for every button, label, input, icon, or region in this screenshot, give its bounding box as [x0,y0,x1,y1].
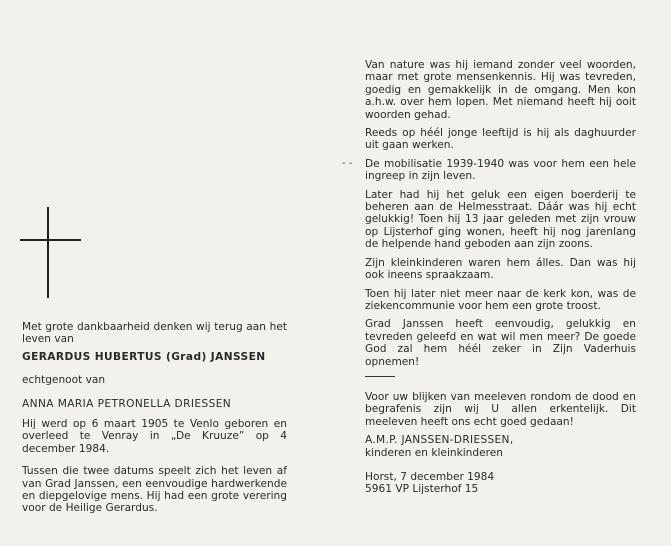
place-date: Horst, 7 december 1984 [365,470,495,483]
right-column [365,59,636,502]
paragraph-work: Reeds op héél jonge leeftijd is hij als daghuurder uit gaan werken. [365,127,636,152]
life-dates-text: Hij werd op 6 maart 1905 te Venlo geboren en overleed te Venray in „De Kruuze” op 4 december 1984. [22,418,287,455]
separator-line [365,376,395,377]
family-name: A.M.P. JANSSEN-DRIESSEN, [365,434,514,447]
paragraph-mobilisation: De mobilisatie 1939-1940 was voor hem een hele ingreep in zijn leven. [365,157,636,183]
left-column [22,321,287,521]
paragraph-church: Toen hij later niet meer naar de kerk kon, was de ziekencommunie voor hem een grote troost. [365,287,636,312]
cross-icon-bar [20,239,81,241]
address: 5961 VP Lijsterhof 15 [365,483,479,496]
margin-mark: - - [342,158,353,169]
between-text: Tussen die twee datums speelt zich het leven af van Grad Janssen, een eenvoudige hardwerkende en diepgelovige mens. Hij had een grote verering voor de Heilige Gerardus. [22,465,287,515]
cross-icon [47,207,49,298]
spouse-label: echtgenoot van [22,374,106,387]
paragraph-nature: Van nature was hij iemand zonder veel woorden, maar met grote mensenkennis. Hij was tevreden, goedig en gemakkelijk in de omgang. Men kon a.h.w. over hem lopen. Met niemand heeft hij ooit woorden gehad. [365,59,636,121]
spouse-name: ANNA MARIA PETRONELLA DRIESSEN [22,397,232,410]
intro-text: Met grote dankbaarheid denken wij terug aan het leven van [22,321,287,346]
thanks-text: Voor uw blijken van meeleven rondom de dood en begrafenis zijn wij U allen erkentelijk. Dit meeleven heeft ons echt goed gedaan! [365,390,636,428]
paragraph-closing: Grad Janssen heeft eenvoudig, gelukkig en tevreden geleefd en wat wil men meer? De goede God zal hem héél zeker in Zijn Vaderhuis opnemen! [365,318,636,368]
paragraph-grandchildren: Zijn kleinkinderen waren hem álles. Dan was hij ook ineens spraakzaam. [365,256,636,282]
deceased-name: GERARDUS HUBERTUS (Grad) JANSSEN [22,350,266,363]
family-sub: kinderen en kleinkinderen [365,446,503,459]
paragraph-farm: Later had hij het geluk een eigen boerderij te beheren aan de Helmesstraat. Dáár was hij echt gelukkig! Toen hij 13 jaar geleden met zijn vrouw op Lijsterhof ging wonen, heeft hij nog jarenlang de helpende hand geboden aan zijn zoons. [365,188,636,251]
